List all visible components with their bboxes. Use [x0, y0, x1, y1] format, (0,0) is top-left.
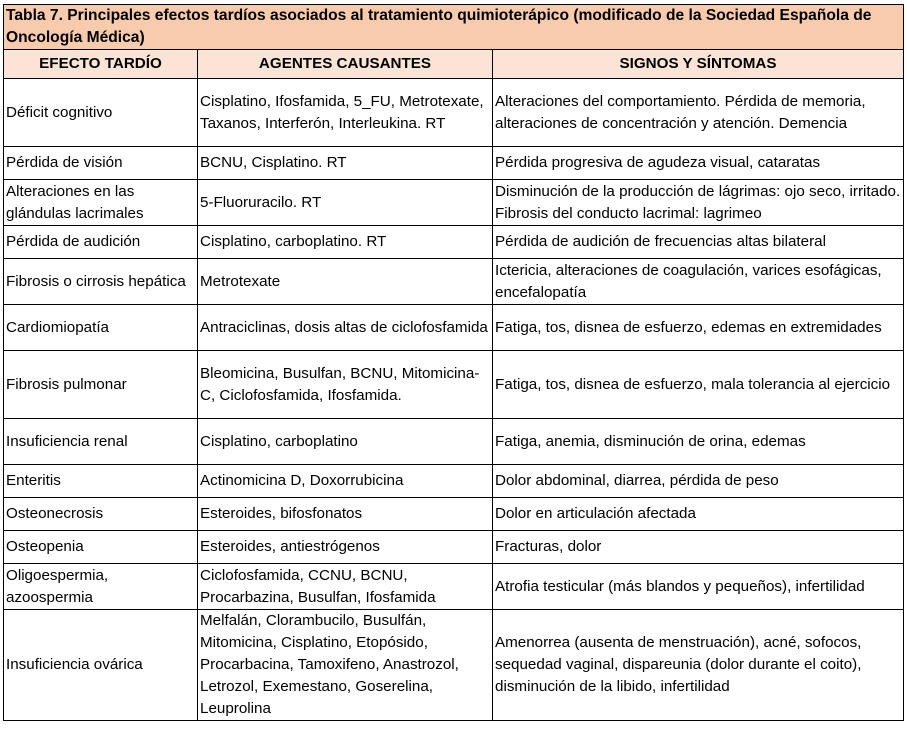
cell-agentes-causantes: Antraciclinas, dosis altas de ciclofosfamida: [198, 305, 493, 351]
cell-signos-sintomas: Dolor en articulación afectada: [493, 498, 904, 531]
cell-agentes-causantes: 5-Fluoruracilo. RT: [198, 180, 493, 226]
cell-signos-sintomas: Pérdida de audición de frecuencias altas bilateral: [493, 226, 904, 259]
cell-efecto-tardio: Pérdida de visión: [4, 147, 198, 180]
cell-efecto-tardio: Insuficiencia renal: [4, 419, 198, 465]
caption-row: [4, 5, 904, 50]
cell-agentes-causantes: Bleomicina, Busulfan, BCNU, Mitomicina-C, Ciclofosfamida, Ifosfamida.: [198, 351, 493, 419]
cell-efecto-tardio: Alteraciones en las glándulas lacrimales: [4, 180, 198, 226]
cell-efecto-tardio: Fibrosis o cirrosis hepática: [4, 259, 198, 305]
effects-table: [3, 4, 904, 721]
cell-signos-sintomas: Alteraciones del comportamiento. Pérdida de memoria, alteraciones de concentración y atención. Demencia: [493, 79, 904, 147]
cell-agentes-causantes: Actinomicina D, Doxorrubicina: [198, 465, 493, 498]
header-signos-sintomas: SIGNOS Y SÍNTOMAS: [493, 50, 904, 79]
table-row: [4, 351, 904, 419]
table-row: [4, 419, 904, 465]
cell-signos-sintomas: Fatiga, tos, disnea de esfuerzo, mala tolerancia al ejercicio: [493, 351, 904, 419]
cell-signos-sintomas: Dolor abdominal, diarrea, pérdida de peso: [493, 465, 904, 498]
cell-signos-sintomas: Amenorrea (ausenta de menstruación), acné, sofocos, sequedad vaginal, dispareunia (dolor durante el coito), disminución de la libido, infertilidad: [493, 610, 904, 721]
cell-efecto-tardio: Déficit cognitivo: [4, 79, 198, 147]
cell-agentes-causantes: Ciclofosfamida, CCNU, BCNU, Procarbazina, Busulfan, Ifosfamida: [198, 564, 493, 610]
table-row: [4, 79, 904, 147]
table-row: [4, 259, 904, 305]
cell-efecto-tardio: Insuficiencia ovárica: [4, 610, 198, 721]
cell-signos-sintomas: Fatiga, tos, disnea de esfuerzo, edemas en extremidades: [493, 305, 904, 351]
table-row: [4, 226, 904, 259]
cell-efecto-tardio: Enteritis: [4, 465, 198, 498]
cell-agentes-causantes: Cisplatino, Ifosfamida, 5_FU, Metrotexate, Taxanos, Interferón, Interleukina. RT: [198, 79, 493, 147]
cell-efecto-tardio: Osteonecrosis: [4, 498, 198, 531]
cell-signos-sintomas: Pérdida progresiva de agudeza visual, cataratas: [493, 147, 904, 180]
cell-signos-sintomas: Disminución de la producción de lágrimas: ojo seco, irritado. Fibrosis del conducto lacrimal: lagrimeo: [493, 180, 904, 226]
cell-signos-sintomas: Atrofia testicular (más blandos y pequeños), infertilidad: [493, 564, 904, 610]
table-row: [4, 180, 904, 226]
cell-efecto-tardio: Oligoespermia, azoospermia: [4, 564, 198, 610]
header-row: [4, 50, 904, 79]
table-body: [4, 79, 904, 721]
cell-signos-sintomas: Ictericia, alteraciones de coagulación, varices esofágicas, encefalopatía: [493, 259, 904, 305]
table-row: [4, 305, 904, 351]
cell-agentes-causantes: Esteroides, antiestrógenos: [198, 531, 493, 564]
cell-signos-sintomas: Fracturas, dolor: [493, 531, 904, 564]
table-row: [4, 564, 904, 610]
table-row: [4, 610, 904, 721]
cell-agentes-causantes: Cisplatino, carboplatino. RT: [198, 226, 493, 259]
table-row: [4, 147, 904, 180]
cell-agentes-causantes: BCNU, Cisplatino. RT: [198, 147, 493, 180]
cell-agentes-causantes: Melfalán, Clorambucilo, Busulfán, Mitomicina, Cisplatino, Etopósido, Procarbacina, Tamoxifeno, Anastrozol, Letrozol, Exemestano, Goserelina, Leuprolina: [198, 610, 493, 721]
header-efecto-tardio: EFECTO TARDÍO: [4, 50, 198, 79]
header-agentes-causantes: AGENTES CAUSANTES: [198, 50, 493, 79]
cell-efecto-tardio: Cardiomiopatía: [4, 305, 198, 351]
cell-efecto-tardio: Pérdida de audición: [4, 226, 198, 259]
cell-agentes-causantes: Metrotexate: [198, 259, 493, 305]
table-caption: Tabla 7. Principales efectos tardíos asociados al tratamiento quimioterápico (modificado de la Sociedad Española de Oncología Médica): [4, 5, 904, 50]
cell-agentes-causantes: Cisplatino, carboplatino: [198, 419, 493, 465]
table-row: [4, 531, 904, 564]
cell-signos-sintomas: Fatiga, anemia, disminución de orina, edemas: [493, 419, 904, 465]
cell-agentes-causantes: Esteroides, bifosfonatos: [198, 498, 493, 531]
table-row: [4, 498, 904, 531]
table-row: [4, 465, 904, 498]
cell-efecto-tardio: Osteopenia: [4, 531, 198, 564]
cell-efecto-tardio: Fibrosis pulmonar: [4, 351, 198, 419]
